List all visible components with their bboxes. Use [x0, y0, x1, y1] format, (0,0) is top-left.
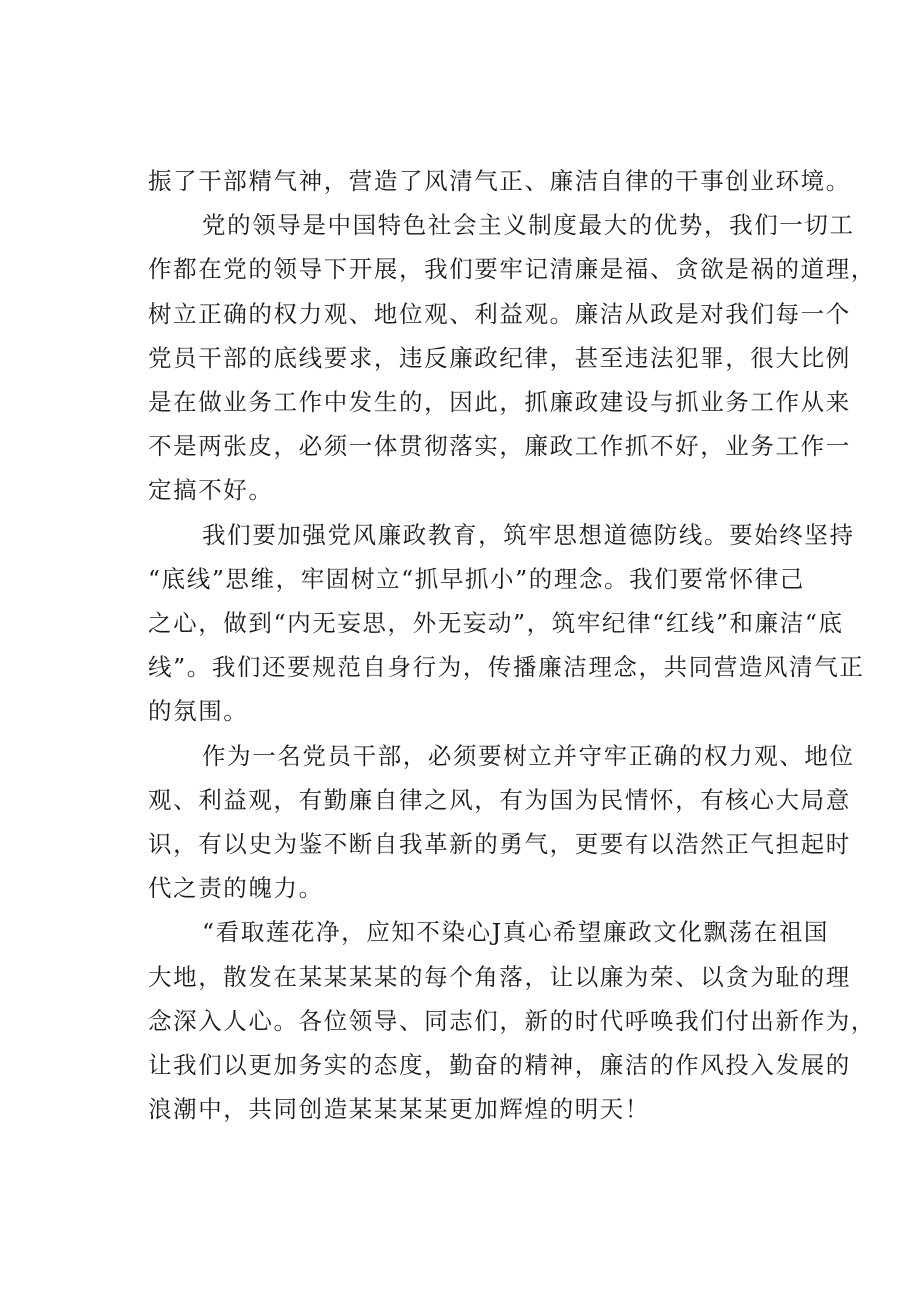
text-line: 念深入人心。各位领导、同志们，新的时代呼唤我们付出新作为，	[148, 1006, 876, 1035]
paragraph-5	[148, 910, 876, 1131]
text-line: 树立正确的权力观、地位观、利益观。廉洁从政是对我们每一个	[148, 299, 851, 328]
text-line: 大地，散发在某某某某的每个角落，让以廉为荣、以贪为耻的理	[148, 962, 851, 991]
text-line: 作都在党的领导下开展，我们要牢记清廉是福、贪欲是祸的道理，	[148, 255, 876, 284]
document-body	[148, 159, 876, 1131]
text-line: “看取莲花净，应知不染心J真心希望廉政文化飘荡在祖国	[202, 918, 830, 947]
text-line: “底线”思维，牢固树立“抓早抓小”的理念。我们要常怀律己	[148, 564, 805, 593]
text-line: 不是两张皮，必须一体贯彻落实，廉政工作抓不好，业务工作一	[148, 432, 851, 461]
paragraph-3	[148, 513, 865, 734]
text-line: 线”。我们还要规范自身行为，传播廉洁理念，共同营造风清气正	[148, 653, 865, 682]
text-line: 浪潮中，共同创造某某某某更加辉煌的明天！	[148, 1095, 650, 1124]
paragraph-4	[148, 734, 855, 911]
text-line: 代之责的魄力。	[148, 874, 324, 903]
paragraph-1	[148, 159, 851, 203]
text-line: 的氛围。	[148, 697, 249, 726]
text-line: 让我们以更加务实的态度，勤奋的精神，廉洁的作风投入发展的	[148, 1051, 851, 1080]
text-line: 党员干部的底线要求，违反廉政纪律，甚至违法犯罪，很大比例	[148, 343, 851, 372]
text-line: 振了干部精气神，营造了风清气正、廉洁自律的干事创业环境。	[148, 167, 851, 195]
text-line: 我们要加强党风廉政教育，筑牢思想道德防线。要始终坚持	[202, 520, 855, 549]
paragraph-2	[148, 203, 876, 512]
text-line: 定搞不好。	[148, 476, 274, 505]
text-line: 党的领导是中国特色社会主义制度最大的优势，我们一切工	[202, 211, 855, 240]
text-line: 观、利益观，有勤廉自律之风，有为国为民情怀，有核心大局意	[148, 785, 851, 814]
text-line: 作为一名党员干部，必须要树立并守牢正确的权力观、地位	[202, 741, 855, 770]
text-line: 是在做业务工作中发生的，因此，抓廉政建设与抓业务工作从来	[148, 388, 851, 417]
text-line: 识，有以史为鉴不断自我革新的勇气，更要有以浩然正气担起时	[148, 830, 851, 859]
text-line: 之心，做到“内无妄思，外无妄动”，筑牢纪律“红线”和廉洁“底	[148, 609, 844, 638]
